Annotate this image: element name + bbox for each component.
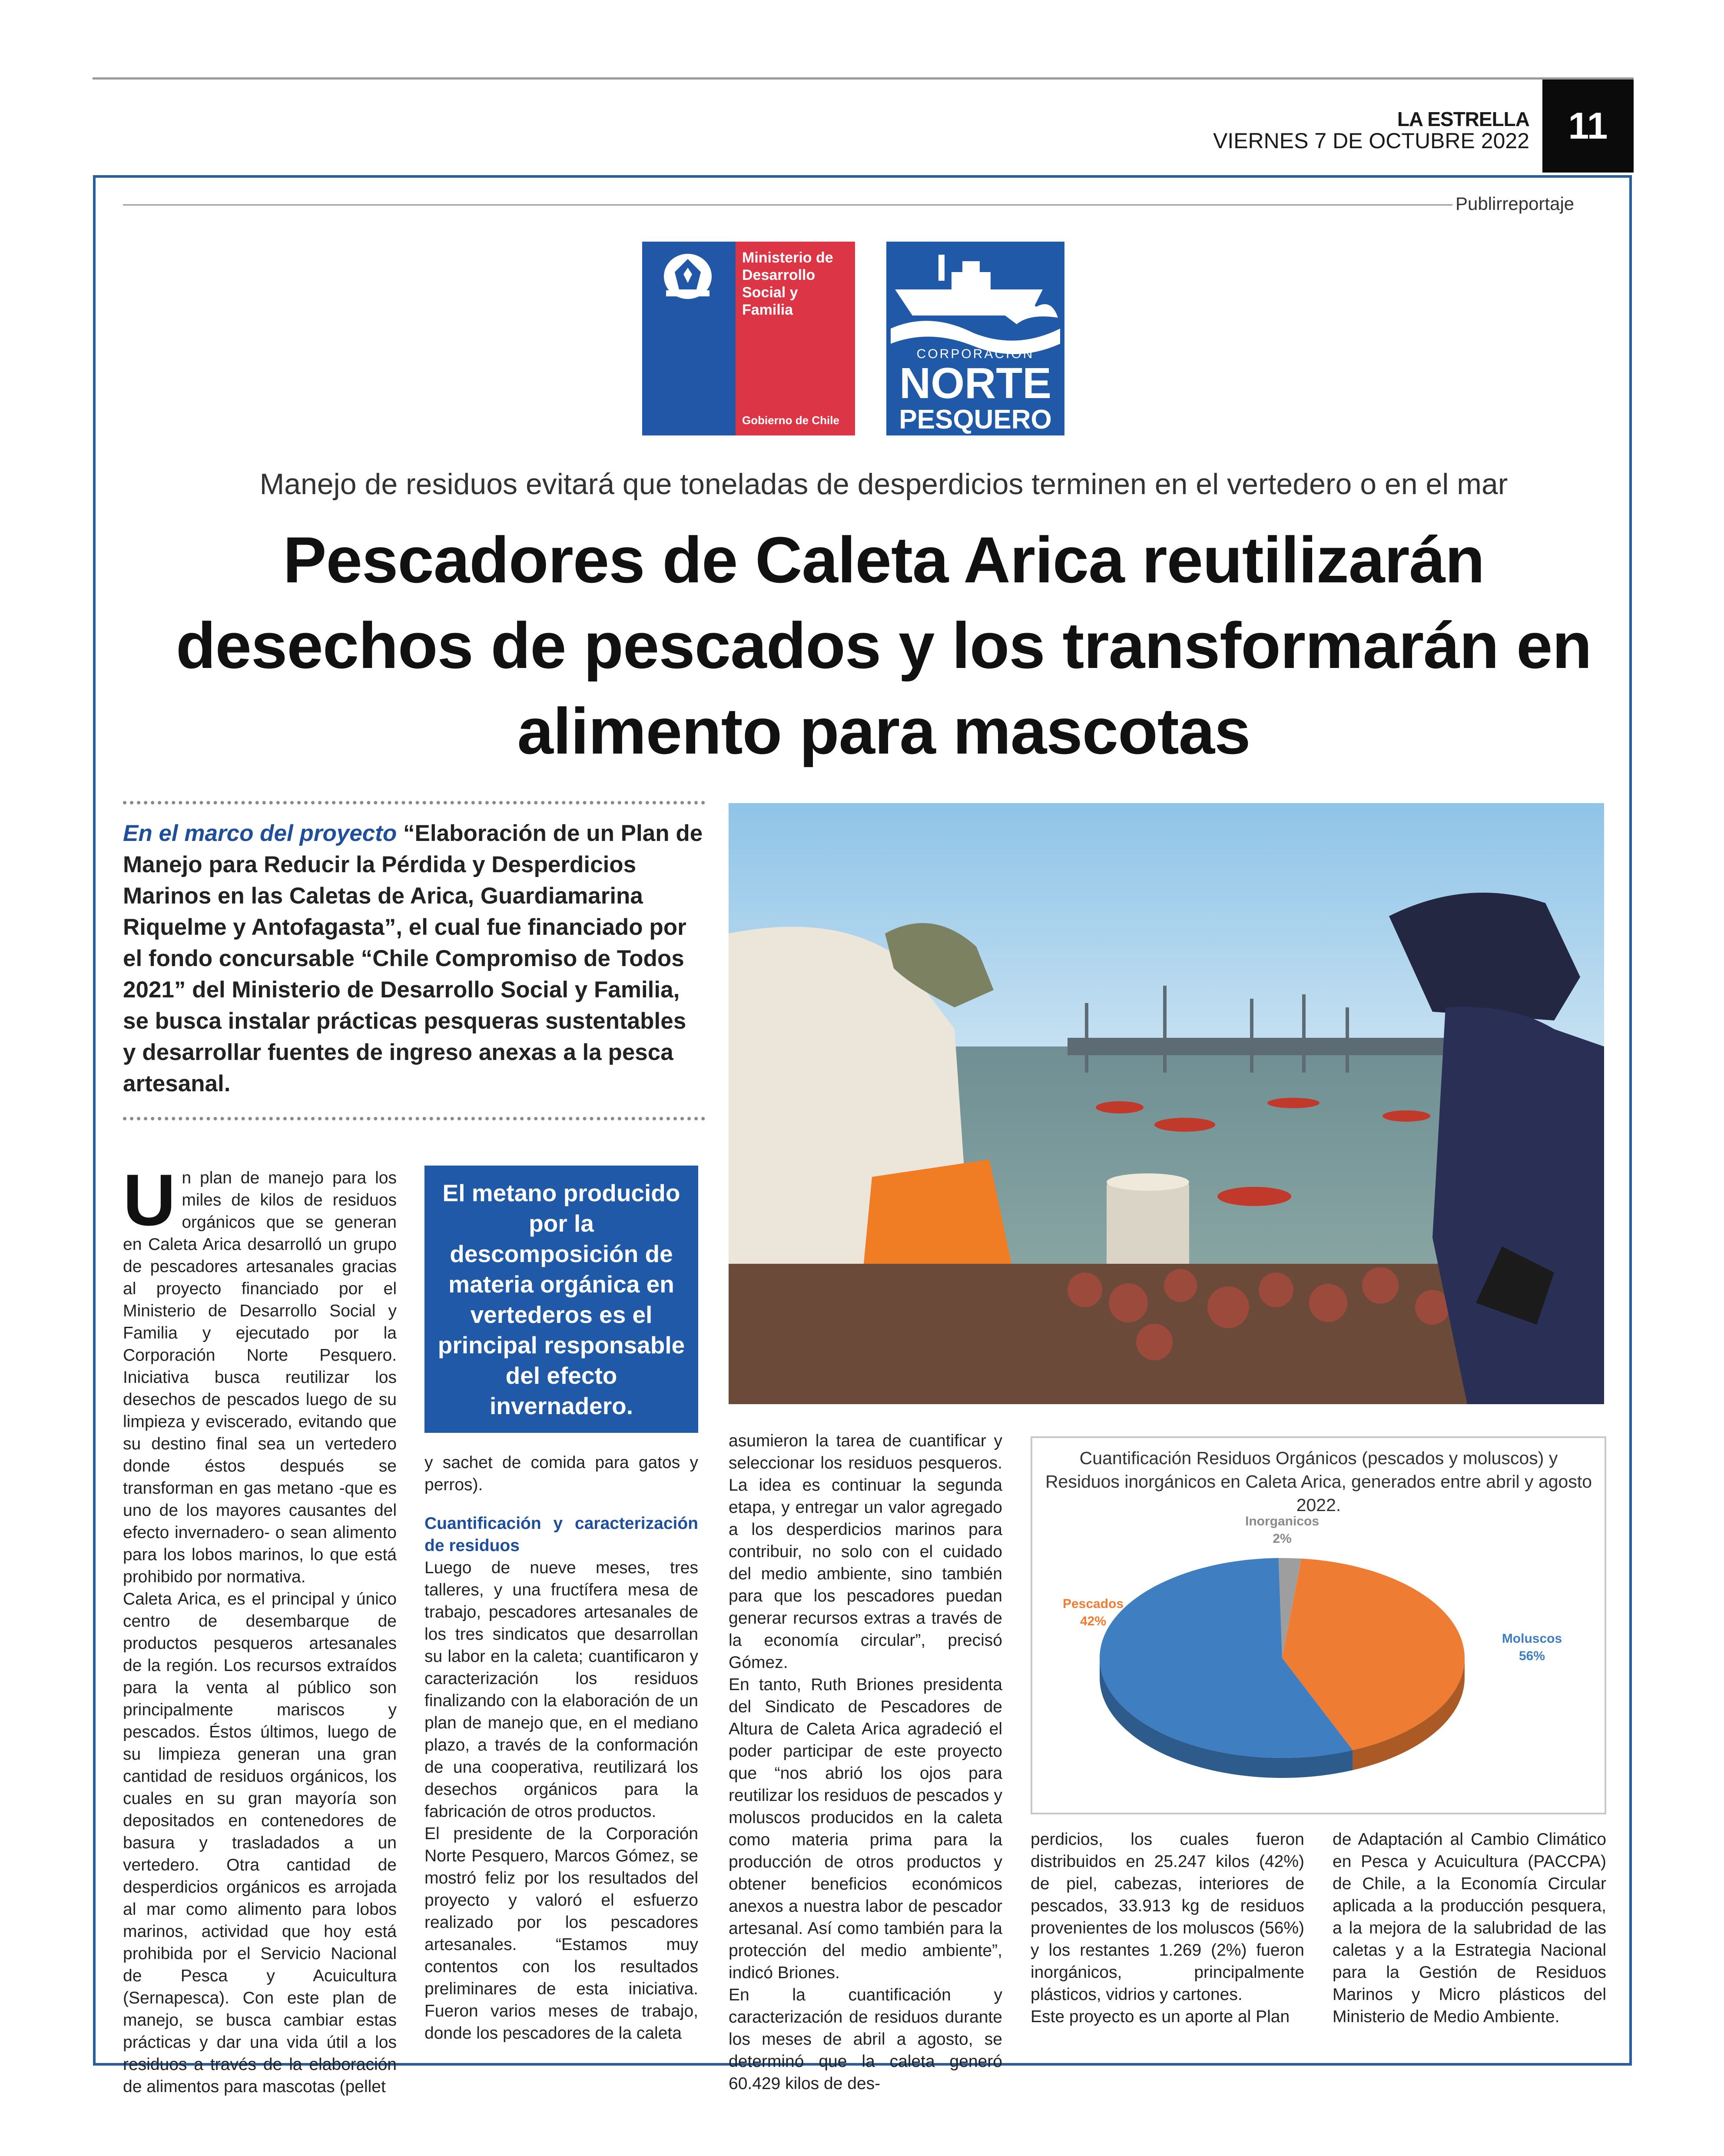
paper-name: LA ESTRELLA <box>1397 108 1529 130</box>
pull-quote: El metano producido por la descomposición de materia orgánica en vertederos es el principal responsable del efecto invernadero. <box>424 1166 698 1433</box>
issue-date: VIERNES 7 DE OCTUBRE 2022 <box>1213 129 1529 153</box>
section-rule <box>123 204 1452 206</box>
norte-line3: PESQUERO <box>899 405 1052 435</box>
ministry-logo <box>642 242 855 435</box>
body-column-4 <box>1031 1828 1304 2028</box>
pie-value-moluscos: 56% <box>1518 1649 1545 1663</box>
lead-paragraph <box>123 818 705 1100</box>
pie-label-pescados: Pescados <box>1062 1597 1124 1611</box>
pie-value-pescados: 42% <box>1080 1614 1107 1628</box>
fishermen-photo <box>729 803 1604 1404</box>
pie-label-inorganicos: Inorganicos <box>1245 1514 1320 1528</box>
body-column-2 <box>424 1452 698 2044</box>
pie-value-inorganicos: 2% <box>1273 1531 1292 1546</box>
ministry-footer: Gobierno de Chile <box>742 414 839 427</box>
headline-line1: Pescadores de Caleta Arica reutilizarán <box>283 523 1485 596</box>
col2-paragraph-2: Luego de nueve meses, tres talleres, y una fructífera mesa de trabajo, pescadores artesanales de los tres sindicatos que desarrollan su labor en la caleta; cuantificaron y caracterización los residuos finalizando con la elaboración de un plan de manejo que, en el mediano plazo, a través de la conformación de una cooperativa, reutilizará los desechos orgánicos para la fabricación de otros productos. <box>424 1558 698 1821</box>
col2-paragraph-3: El presidente de la Corporación Norte Pesquero, Marcos Gómez, se mostró feliz por los resultados del proyecto y valoró el esfuerzo realizado por los pescadores artesanales. “Estamos muy contentos con los resultados preliminares de esta iniciativa. Fueron varios meses de trabajo, donde los pescadores de la caleta <box>424 1824 698 2043</box>
headline-line3: alimento para mascotas <box>517 694 1250 767</box>
col2-paragraph-1: y sachet de comida para gatos y perros). <box>424 1453 698 1494</box>
col5-paragraph-1: de Adaptación al Cambio Climático en Pesca y Acuicultura (PACCPA) de Chile, a la Economía Circular aplicada a la producción pesquera, a la mejora de la salubridad de las caletas y a la Estrategia Nacional para la Gestión de Residuos Marinos y Micro plásticos del Ministerio de Medio Ambiente. <box>1333 1830 1606 2026</box>
body-column-5 <box>1333 1828 1606 2028</box>
col3-paragraph-2: En tanto, Ruth Briones presidenta del Sindicato de Pescadores de Altura de Caleta Arica agradeció el poder participar de este proyecto que “nos abrió los ojos para reutilizar los residuos de pescados y moluscos producidos en la caleta como materia prima para la producción de otros productos y obtener beneficios económicos anexos a nuestra labor de pescador artesanal. Así como también para la protección del medio ambiente”, indicó Briones. <box>729 1675 1002 1982</box>
page-number: 11 <box>1542 80 1634 173</box>
ministry-line4: Familia <box>742 302 793 318</box>
body-column-1 <box>123 1159 397 2098</box>
headline <box>109 517 1659 774</box>
lead-body: “Elaboración de un Plan de Manejo para Reducir la Pérdida y Desperdicios Marinos en las Caletas de Arica, Guardiamarina Riquelme y Antofagasta”, el cual fue financiado por el fondo concursable “Chile Compromiso de Todos 2021” del Ministerio de Desarrollo Social y Familia, se busca instalar prácticas pesqueras sustentables y desarrollar fuentes de ingreso anexas a la pesca artesanal. <box>123 821 703 1096</box>
ministry-line3: Social y <box>742 284 798 301</box>
col4-paragraph-2: Este proyecto es un aporte al Plan <box>1031 2007 1290 2026</box>
kicker: Manejo de residuos evitará que toneladas de desperdicios terminen en el vertedero o en el mar <box>259 468 1508 501</box>
norte-line1: CORPORACIÓN <box>916 347 1034 361</box>
lead-divider-bottom <box>123 1117 705 1120</box>
col3-paragraph-3: En la cuantificación y caracterización de residuos durante los meses de abril a agosto, se determinó que la caleta generó 60.429 kilos de des- <box>729 1986 1002 2093</box>
lead-divider-top <box>123 801 705 804</box>
pie-label-moluscos: Moluscos <box>1502 1631 1562 1646</box>
drop-cap: U <box>123 1159 176 1241</box>
masthead <box>1173 109 1529 153</box>
headline-line2: desechos de pescados y los transformarán en <box>176 609 1592 682</box>
norte-pesquero-logo <box>886 242 1064 435</box>
col3-paragraph-1: asumieron la tarea de cuantificar y seleccionar los residuos pesqueros. La idea es continuar la segunda etapa, y entregar un valor agregado a los desperdicios marinos para contribuir, no solo con el cuidado del medio ambiente, sino también para que los pescadores puedan generar recursos extras a través de la economía circular”, precisó Gómez. <box>729 1432 1002 1672</box>
col1-paragraph-2: Caleta Arica, es el principal y único centro de desembarque de productos pesqueros artesanales de la región. Los recursos extraídos para la venta al público son principalmente mariscos y pescados. Éstos últimos, luego de su limpieza generan una gran cantidad de residuos orgánicos, los cuales en su gran mayoría son depositados en contenedores de basura y trasladados a un vertedero. Otra cantidad de desperdicios orgánicos es arrojada al mar como alimento para lobos marinos, actividad que hoy está prohibida por el Servicio Nacional de Pesca y Acuicultura (Sernapesca). Con este plan de manejo, se busca cambiar estas prácticas y dar una vida útil a los residuos a través de la elaboración de alimentos para mascotas (pellet <box>123 1590 397 2096</box>
ship-icon <box>895 255 1058 324</box>
col1-paragraph-1: n plan de manejo para los miles de kilos de residuos orgánicos que se generan en Caleta Arica desarrolló un grupo de pescadores artesanales gracias al proyecto financiado por el Ministerio de Desarrollo Social y Familia y ejecutado por la Corporación Norte Pesquero. Iniciativa busca reutilizar los desechos de pescados luego de su limpieza y eviscerado, evitando que su destino final sea un vertedero donde éstos después se transforman en gas metano -que es uno de los mayores causantes del efecto invernadero- o sean alimento para los lobos marinos, lo que está prohibido por normativa. <box>123 1169 397 1586</box>
lead-intro: En el marco del proyecto <box>123 821 397 846</box>
section-label: Publirreportaje <box>1455 193 1575 214</box>
col2-subhead: Cuantificación y caracterización de residuos <box>424 1514 698 1555</box>
top-rule <box>93 77 1634 80</box>
pie-chart <box>1032 1508 1605 1808</box>
ministry-line1: Ministerio de <box>742 249 833 266</box>
body-column-3 <box>729 1430 1002 2095</box>
col4-paragraph-1: perdicios, los cuales fueron distribuidos en 25.247 kilos (42%) de piel, cabezas, interiores de pescados, 33.913 kg de residuos provenientes de los moluscos (56%) y los restantes 1.269 (2%) fueron inorgánicos, principalmente plásticos, vidrios y cartones. <box>1031 1830 1304 2004</box>
chart-title: Cuantificación Residuos Orgánicos (pescados y moluscos) y Residuos inorgánicos en Caleta Arica, generados entre abril y agosto 2022. <box>1045 1448 1592 1515</box>
coat-of-arms-icon <box>664 254 712 299</box>
ministry-line2: Desarrollo <box>742 267 816 283</box>
norte-line2: NORTE <box>899 359 1051 408</box>
